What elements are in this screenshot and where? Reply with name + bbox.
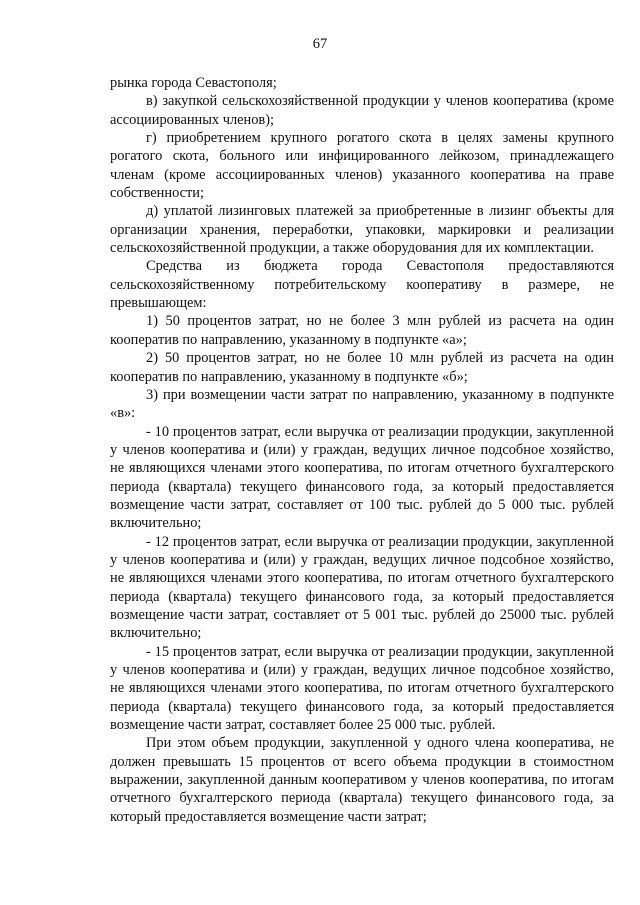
page-number: 67: [312, 36, 328, 52]
paragraph: При этом объем продукции, закупленной у одного члена кооператива, не должен превышать 15 процентов от всего объема продукции в стоимостном выражении, закупленной данным кооперативом у членов кооператива, по итогам отчетного бухгалтерского периода (квартала) текущего финансового года, за который предоставляется возмещение части затрат;: [110, 735, 614, 825]
paragraph: в) закупкой сельскохозяйственной продукции у членов кооператива (кроме ассоциированных членов);: [110, 93, 614, 128]
paragraph: д) уплатой лизинговых платежей за приобретенные в лизинг объекты для организации хранения, переработки, упаковки, маркировки и реализации сельскохозяйственной продукции, а также оборудования для их комплектации.: [110, 203, 614, 257]
paragraph: г) приобретением крупного рогатого скота в целях замены крупного рогатого скота, больного или инфицированного лейкозом, принадлежащего членам (кроме ассоциированных членов) указанного кооператива на праве собственности;: [110, 130, 614, 202]
document-body: [110, 74, 614, 826]
paragraph: рынка города Севастополя;: [110, 75, 277, 91]
paragraph: - 12 процентов затрат, если выручка от реализации продукции, закупленной у членов кооператива и (или) у граждан, ведущих личное подсобное хозяйство, не являющихся членами этого кооператива, по итогам отчетного бухгалтерского периода (квартала) текущего финансового года, за который предоставляется возмещение части затрат, составляет от 5 001 тыс. рублей до 25000 тыс. рублей включительно;: [110, 533, 614, 642]
paragraph: 1) 50 процентов затрат, но не более 3 млн рублей из расчета на один кооператив по направлению, указанному в подпункте «а»;: [110, 313, 614, 348]
paragraph: - 15 процентов затрат, если выручка от реализации продукции, закупленной у членов кооператива и (или) у граждан, ведущих личное подсобное хозяйство, не являющихся членами этого кооператива, по итогам отчетного бухгалтерского периода (квартала) текущего финансового года, за который предоставляется возмещение части затрат, составляет более 25 000 тыс. рублей.: [110, 643, 614, 734]
paragraph: - 10 процентов затрат, если выручка от реализации продукции, закупленной у членов кооператива и (или) у граждан, ведущих личное подсобное хозяйство, не являющихся членами этого кооператива, по итогам отчетного бухгалтерского периода (квартала) текущего финансового года, за который предоставляется возмещение части затрат, составляет от 100 тыс. рублей до 5 000 тыс. рублей включительно;: [110, 423, 614, 532]
paragraph: 3) при возмещении части затрат по направлению, указанному в подпункте «в»:: [110, 386, 614, 422]
paragraph: 2) 50 процентов затрат, но не более 10 млн рублей из расчета на один кооператив по направлению, указанному в подпункте «б»;: [110, 350, 614, 385]
paragraph: Средства из бюджета города Севастополя предоставляются сельскохозяйственному потребительскому кооперативу в размере, не превышающем:: [110, 258, 614, 312]
